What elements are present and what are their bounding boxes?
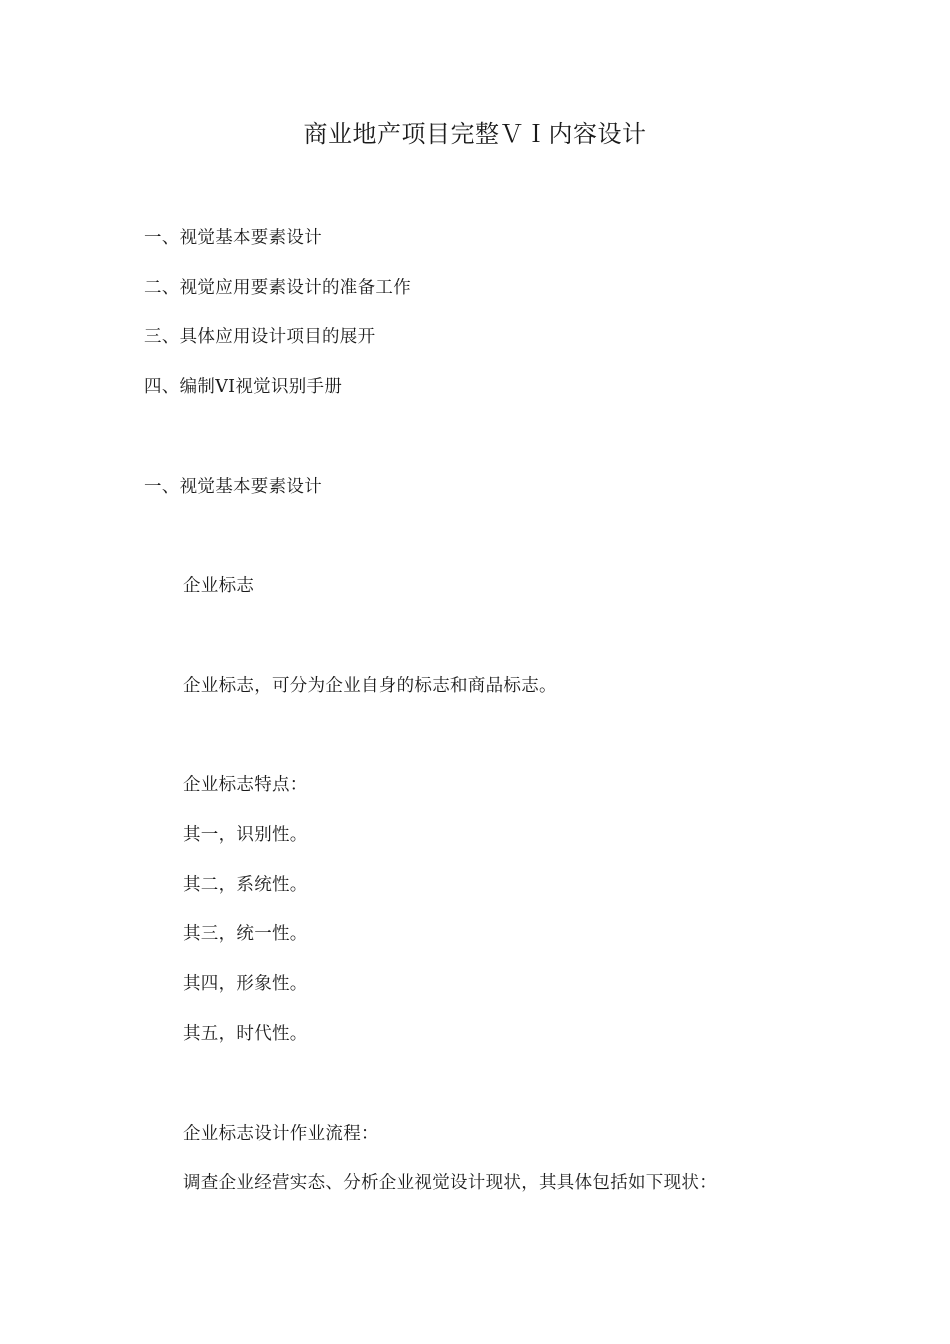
paragraph: 企业标志，可分为企业自身的标志和商品标志。 bbox=[183, 676, 557, 696]
section-heading: 一、视觉基本要素设计 bbox=[144, 477, 322, 497]
list-heading: 企业标志设计作业流程： bbox=[183, 1124, 379, 1144]
toc-item: 四、编制VI视觉识别手册 bbox=[144, 377, 343, 397]
document-title: 商业地产项目完整ＶＩ内容设计 bbox=[303, 120, 647, 148]
toc-item: 三、具体应用设计项目的展开 bbox=[144, 327, 376, 347]
list-item: 其四，形象性。 bbox=[183, 974, 308, 994]
list-item: 其五，时代性。 bbox=[183, 1024, 308, 1044]
list-item: 其一，识别性。 bbox=[183, 825, 308, 845]
toc-item: 一、视觉基本要素设计 bbox=[144, 228, 322, 248]
list-heading: 企业标志特点： bbox=[183, 775, 308, 795]
list-item: 其二，系统性。 bbox=[183, 875, 308, 895]
toc-item: 二、视觉应用要素设计的准备工作 bbox=[144, 278, 411, 298]
list-item: 其三，统一性。 bbox=[183, 924, 308, 944]
paragraph: 调查企业经营实态、分析企业视觉设计现状，其具体包括如下现状： bbox=[183, 1173, 717, 1193]
subheading: 企业标志 bbox=[183, 576, 255, 596]
